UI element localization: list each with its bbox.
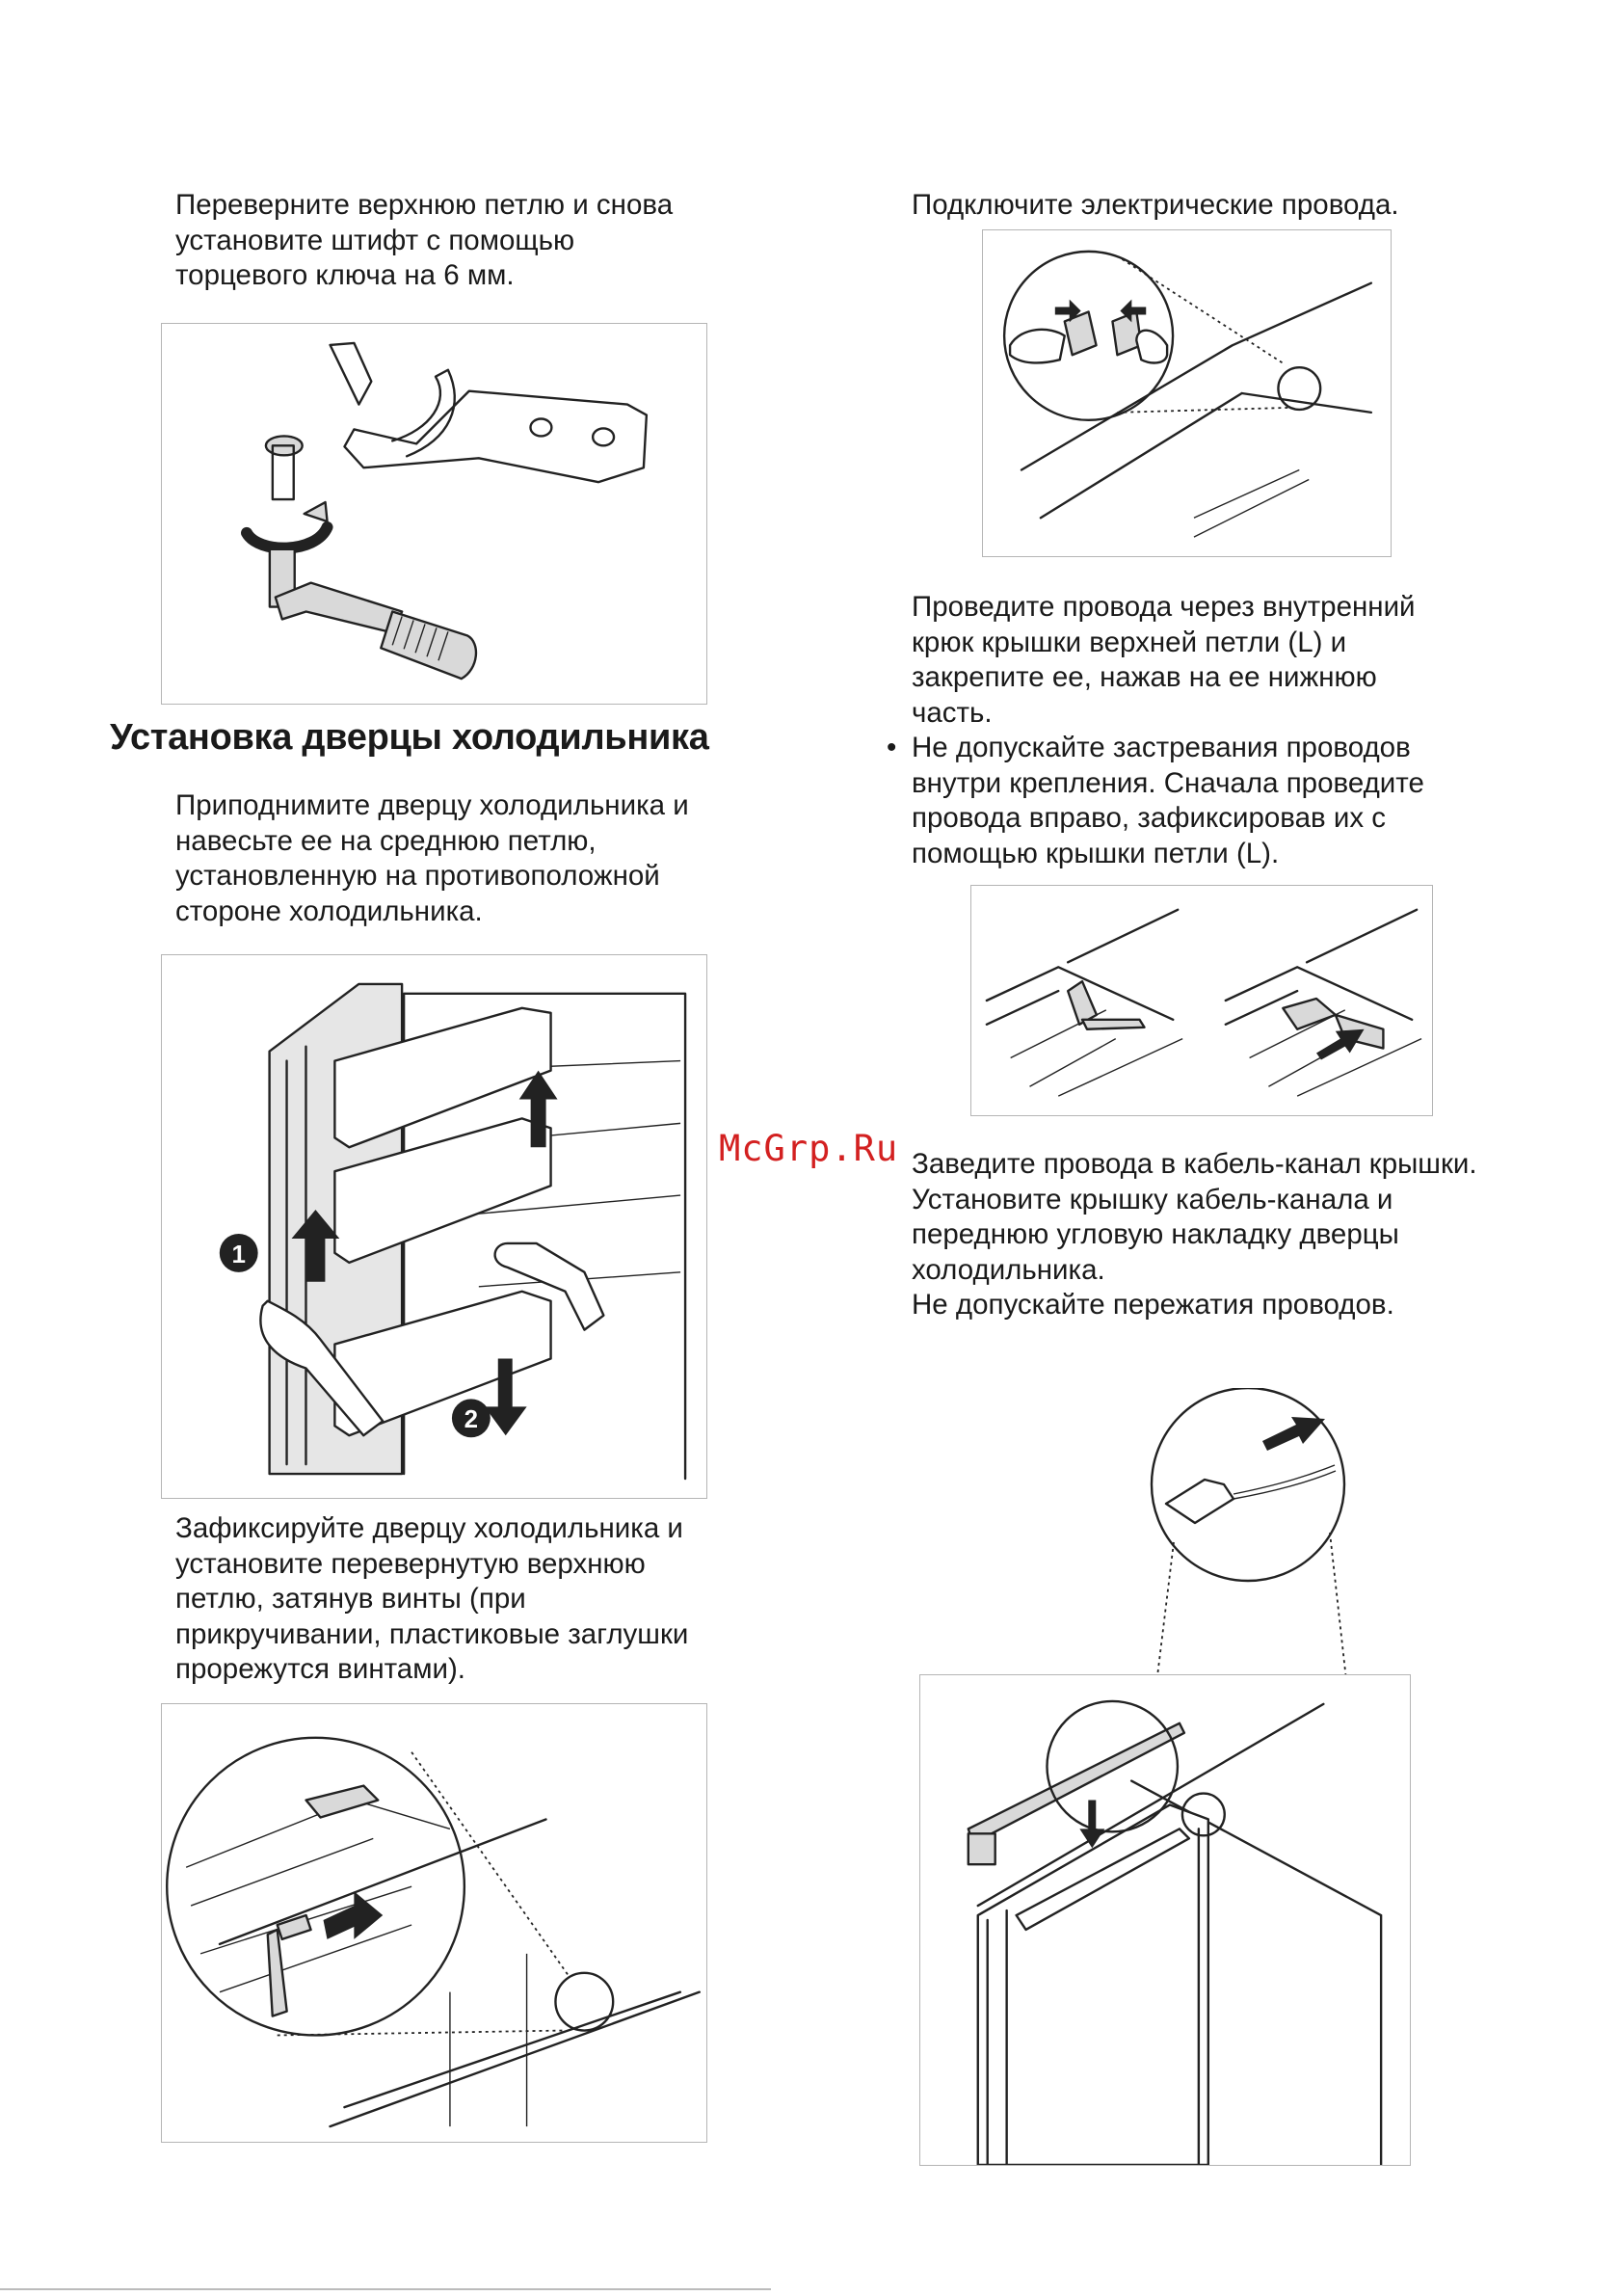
figure-hinge-cover (970, 885, 1433, 1116)
text-line: прорежутся винтами). (175, 1653, 465, 1686)
text-line: провода вправо, зафиксировав их с (912, 802, 1387, 835)
text-line: крюк крышки верхней петли (L) и (912, 626, 1347, 658)
text-line: торцевого ключа на 6 мм. (175, 259, 515, 292)
instruction-cable-channel (912, 1147, 1477, 1323)
text-line: Не допускайте пережатия проводов. (912, 1289, 1394, 1322)
page-footer-line (0, 2288, 771, 2290)
hinge-cover-illustration (971, 886, 1432, 1115)
screw-hinge-illustration (162, 1704, 706, 2142)
text-line: установленную на противоположной (175, 860, 660, 893)
warning-bullet (887, 731, 1523, 871)
figure-screw-hinge (161, 1703, 707, 2143)
step-marker-2: 2 (464, 1406, 479, 1434)
instruction-flip-hinge (175, 188, 673, 294)
text-line: Приподнимите дверцу холодильника и (175, 789, 689, 821)
text-line: Зафиксируйте дверцу холодильника и (175, 1512, 683, 1544)
watermark: McGrp.Ru (719, 1128, 899, 1169)
instruction-hang-door (175, 788, 689, 929)
text-line: стороне холодильника. (175, 894, 483, 927)
figure-door-installation (161, 954, 707, 1499)
text-line: Установите крышку кабель-канала и (912, 1183, 1393, 1215)
text-line: внутри крепления. Сначала проведите (912, 766, 1424, 799)
text-line: помощью крышки петли (L). (912, 837, 1280, 869)
door-installation-illustration (162, 955, 706, 1498)
step-marker-1: 1 (231, 1241, 246, 1268)
instruction-route-wires (912, 590, 1416, 731)
text-line: холодильника. (912, 1253, 1105, 1286)
text-line: Подключите электрические провода. (912, 189, 1399, 221)
text-line: прикручивании, пластиковые заглушки (175, 1617, 689, 1650)
text-line: Не допускайте застревания проводов (912, 732, 1411, 763)
figure-cable-channel (919, 1674, 1411, 2166)
text-line: Переверните верхнюю петлю и снова (175, 189, 674, 221)
section-heading: Установка дверцы холодильника (110, 717, 709, 758)
warning-bullet-list (887, 731, 1523, 871)
figure-hinge-wrench (161, 323, 707, 705)
text-line: установите штифт с помощью (175, 224, 575, 256)
text-line: часть. (912, 696, 993, 729)
text-line: навесьте ее на среднюю петлю, (175, 824, 597, 857)
hinge-wrench-illustration (162, 324, 706, 704)
instruction-connect-wires (912, 188, 1399, 224)
figure-connect-wires (982, 229, 1392, 557)
text-line: закрепите ее, нажав на ее нижнюю (912, 661, 1377, 694)
connect-wires-illustration (983, 230, 1391, 556)
instruction-fix-door (175, 1511, 688, 1688)
text-line: переднюю угловую накладку дверцы (912, 1218, 1399, 1251)
text-line: установите перевернутую верхнюю (175, 1547, 646, 1580)
cable-channel-illustration (920, 1675, 1410, 2165)
text-line: Заведите провода в кабель-канал крышки. (912, 1148, 1477, 1180)
text-line: петлю, затянув винты (при (175, 1583, 526, 1615)
text-line: Проведите провода через внутренний (912, 591, 1416, 623)
